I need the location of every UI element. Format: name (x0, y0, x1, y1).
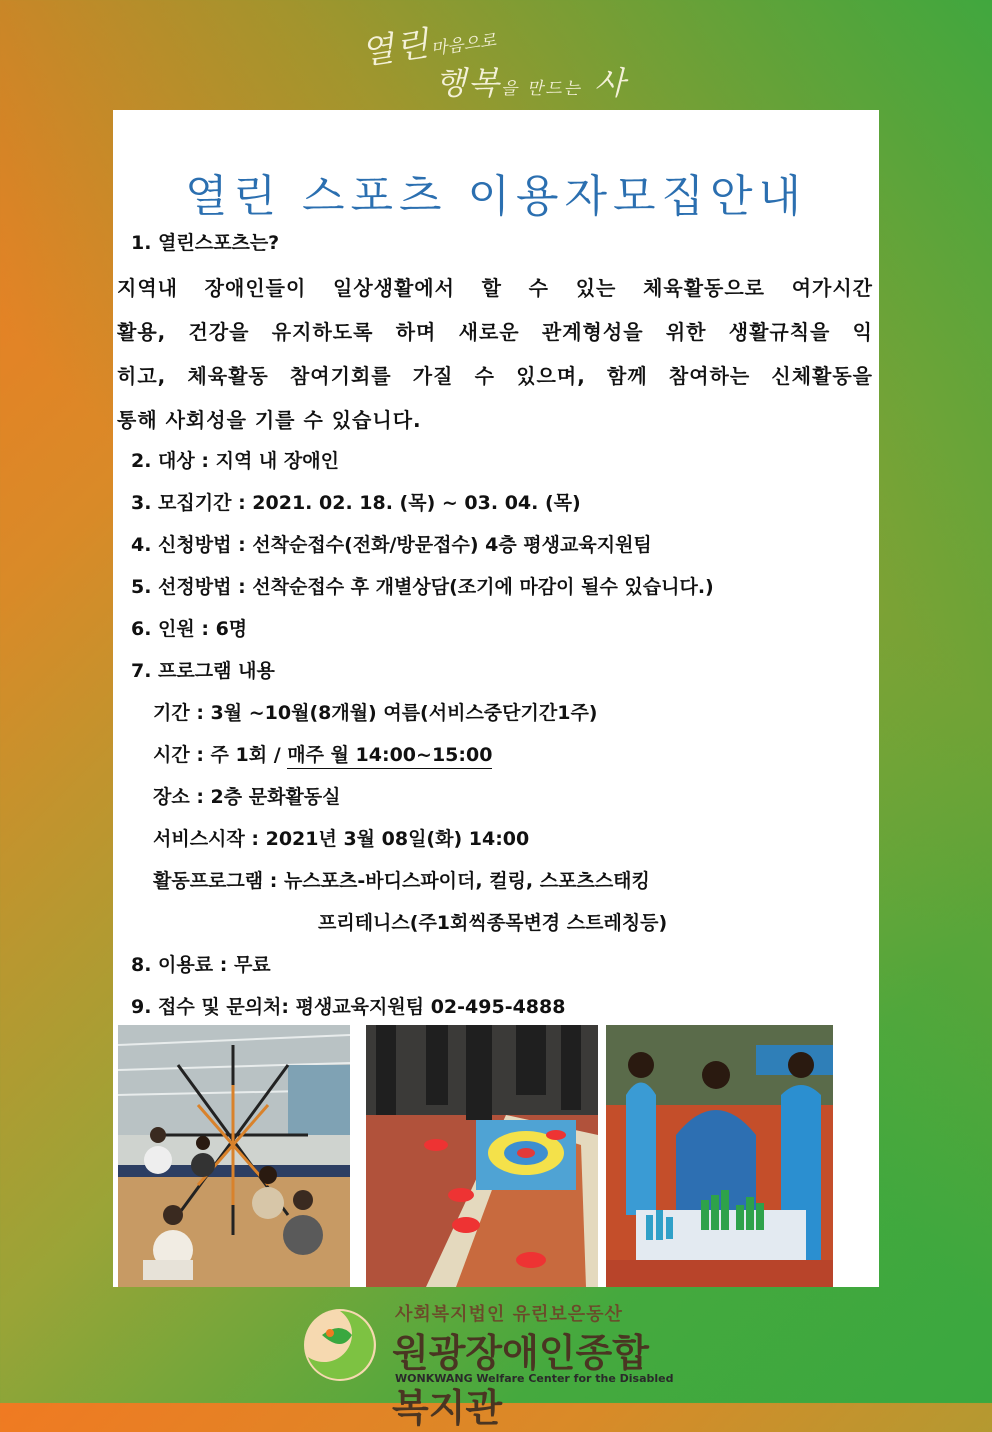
program-time: 시간 : 주 1회 / 매주 월 14:00~15:00 (153, 740, 492, 767)
item-people: 6. 인원 : 6명 (131, 618, 248, 640)
slogan-line-2: 행복을 만드는 사 (435, 64, 628, 102)
intro-line-3: 히고, 체육활동 참여기회를 가질 수 있으며, 함께 참여하는 신체활동을 (117, 364, 873, 388)
intro-line-2: 활용, 건강을 유지하도록 하며 새로운 관계형성을 위한 생활규칙을 익 (117, 320, 873, 344)
photo-curling (366, 1025, 598, 1287)
intro-line-4: 통해 사회성을 기를 수 있습니다. (117, 408, 422, 432)
program-place: 장소 : 2층 문화활동실 (153, 786, 341, 808)
footer-logo (300, 1300, 680, 1430)
program-activity-cont: 프리테니스(주1회씩종목변경 스트레칭등) (318, 912, 668, 934)
content-panel (113, 110, 879, 1287)
photo-strip (118, 1025, 828, 1287)
item-period: 3. 모집기간 : 2021. 02. 18. (목) ~ 03. 04. (목) (131, 492, 581, 514)
program-time-schedule: 매주 월 14:00~15:00 (287, 744, 492, 769)
footer-org-sub: 사회복지법인 유린보은동산 (395, 1304, 623, 1325)
wonkwang-emblem-icon (300, 1305, 380, 1385)
slogan-line-1: 열린마음으로 (358, 23, 498, 74)
program-activity: 활동프로그램 : 뉴스포츠-바디스파이더, 컬링, 스포츠스태킹 (153, 870, 650, 892)
item-target: 2. 대상 : 지역 내 장애인 (131, 450, 339, 472)
program-start: 서비스시작 : 2021년 3월 08일(화) 14:00 (153, 828, 530, 850)
slogan (355, 8, 655, 108)
page-title: 열린 스포츠 이용자모집안내 (184, 171, 808, 222)
item-apply: 4. 신청방법 : 선착순접수(전화/방문접수) 4층 평생교육지원팀 (131, 534, 652, 556)
footer-org-english: WONKWANG Welfare Center for the Disabled (395, 1372, 674, 1385)
photo-body-spider (118, 1025, 350, 1287)
section-1-heading: 1. 열린스포츠는? (131, 232, 280, 254)
program-duration: 기간 : 3월 ~10월(8개월) 여름(서비스중단기간1주) (153, 702, 598, 724)
item-program: 7. 프로그램 내용 (131, 660, 275, 682)
item-select: 5. 선정방법 : 선착순접수 후 개별상담(조기에 마감이 될수 있습니다.) (131, 576, 714, 598)
intro-line-1: 지역내 장애인들이 일상생활에서 할 수 있는 체육활동으로 여가시간 (117, 276, 873, 300)
photo-sports-stacking (606, 1025, 833, 1287)
item-contact: 9. 접수 및 문의처: 평생교육지원팀 02-495-4888 (131, 996, 566, 1018)
item-fee: 8. 이용료 : 무료 (131, 954, 271, 976)
footer-org-name: 원광장애인종합복지관 (392, 1331, 649, 1430)
